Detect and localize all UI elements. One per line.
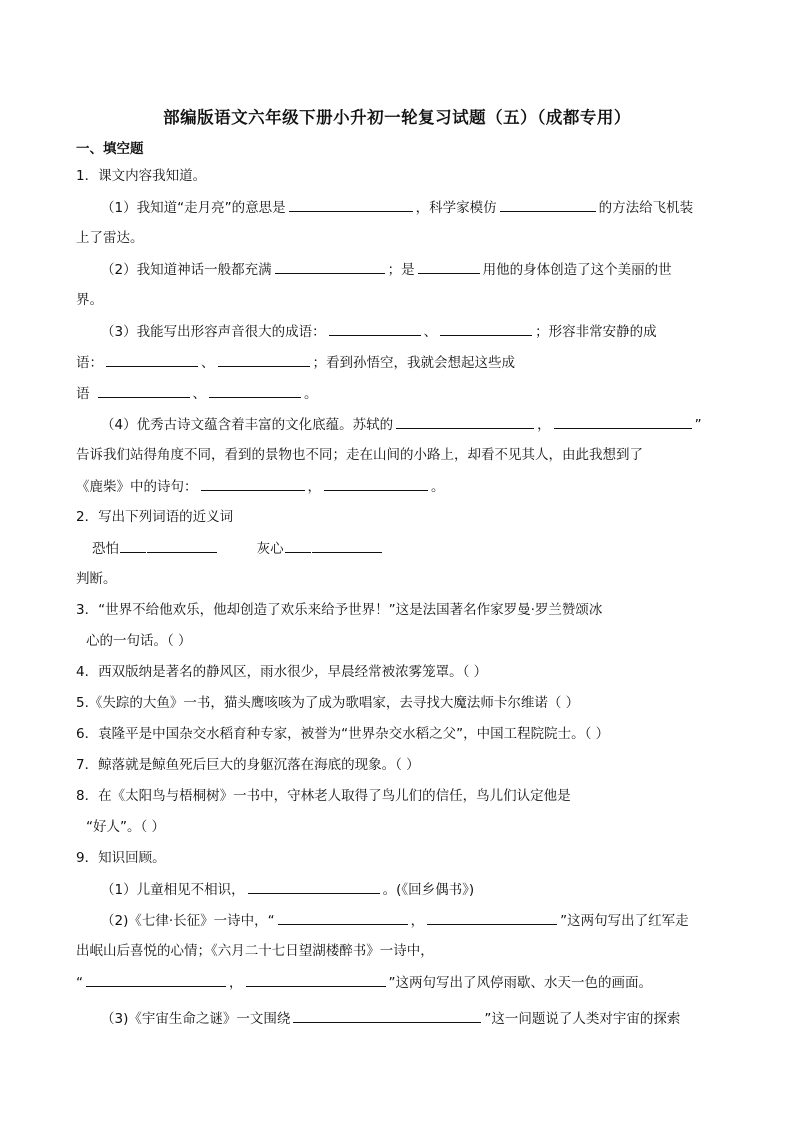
answer-blank[interactable] [275,259,385,274]
text: （3)《宇宙生命之谜》一文围绕 [101,1011,291,1027]
question-2-words [92,538,385,559]
word: 恐怕 [92,541,119,557]
answer-blank[interactable] [440,321,532,336]
text: 。(《回乡偶书》) [382,882,475,898]
answer-blank[interactable] [106,352,198,367]
text: 。 [304,386,318,402]
text: ；形容非常安静的成 [535,324,657,340]
dash [120,543,146,553]
text: ，科学家模仿 [415,200,497,216]
text: ；看到孙悟空，我就会想起这些成 [312,355,515,371]
question-1-stem: 1．课文内容我知道。 [76,168,207,184]
text: ， [410,913,425,929]
page-title: 部编版语文六年级下册小升初一轮复习试题（五）（成都专用） [163,108,631,127]
answer-blank[interactable] [554,414,692,429]
answer-blank[interactable] [312,538,382,553]
answer-blank[interactable] [248,879,380,894]
answer-blank[interactable] [147,538,217,553]
text: ， [229,975,243,991]
answer-blank[interactable] [396,414,534,429]
question-8: 8．在《太阳鸟与梧桐树》一书中，守林老人取得了鸟儿们的信任，鸟儿们认定他是 [76,788,571,804]
question-3-cont: 心的一句话。（ ） [86,633,192,649]
answer-blank[interactable] [293,1008,481,1023]
judge-heading: 判断。 [76,571,117,587]
text: ”这两句写出了红军走 [560,913,689,929]
answer-blank[interactable] [324,476,428,491]
answer-blank[interactable] [329,321,421,336]
text: 、 [192,386,206,402]
answer-blank[interactable] [418,259,480,274]
question-1-part-3-cont2 [76,383,318,404]
question-3: 3．“世界不给他欢乐，他却创造了欢乐来给予世界！”这是法国著名作家罗曼·罗兰赞颂冰 [76,602,603,618]
dash [285,543,311,553]
text: 、 [423,324,438,340]
question-1-part-2 [101,259,672,280]
question-4: 4．西双版纳是著名的静风区，雨水很少，早晨经常被浓雾笼罩。（ ） [76,664,488,680]
text: 用他的身体创造了这个美丽的世 [482,262,672,278]
word: 灰心 [256,541,284,557]
question-7: 7．鲸落就是鲸鱼死后巨大的身躯沉落在海底的现象。（ ） [76,757,420,773]
text: （1）儿童相见不相识， [101,882,245,898]
question-9-part-2 [101,910,689,931]
question-9-stem: 9．知识回顾。 [76,850,166,866]
text: ”这两句写出了风停雨歇、水天一色的画面。 [388,975,652,991]
question-1-part-4 [101,414,702,435]
question-9-part-1 [101,879,474,900]
question-6: 6．袁隆平是中国杂交水稻育种专家，被誉为“世界杂交水稻之父”，中国工程院院士。（ ） [76,726,610,742]
answer-blank[interactable] [427,910,557,925]
question-9-part-2-cont2 [76,972,652,993]
answer-blank[interactable] [278,910,408,925]
text: ， [307,479,321,495]
answer-blank[interactable] [209,383,301,398]
text: （2)《七律·长征》一诗中，“ [101,913,275,929]
text: 、 [201,355,215,371]
text: （4）优秀古诗文蕴含着丰富的文化底蕴。苏轼的 [101,417,394,433]
question-1-part-4-cont2 [76,476,445,497]
text: （2）我知道神话一般都充满 [101,262,272,278]
answer-blank[interactable] [218,352,310,367]
text: 语 [76,386,90,402]
question-9-part-3 [101,1008,680,1029]
question-5: 5.《失踪的大鱼》一书，猫头鹰咳咳为了成为歌唱家，去寻找大魔法师卡尔维诺（ ） [76,695,580,711]
text: ”这一问题说了人类对宇宙的探索 [484,1011,681,1027]
answer-blank[interactable] [201,476,305,491]
question-1-part-3-cont [76,352,515,373]
text: （3）我能写出形容声音很大的成语： [101,324,326,340]
text: 的方法给飞机装 [598,200,694,216]
text: （1）我知道“走月亮”的意思是 [101,200,286,216]
text: 语： [76,355,103,371]
text: ；是 [387,262,415,278]
question-1-part-1 [101,197,693,218]
text: 《鹿柴》中的诗句： [76,479,198,495]
text: ， [537,417,551,433]
question-9-part-2-cont: 出岷山后喜悦的心情；《六月二十七日望湖楼醉书》一诗中， [76,943,434,959]
question-1-part-3 [101,321,657,342]
question-2-stem: 2．写出下列词语的近义词 [76,509,234,525]
answer-blank[interactable] [98,383,190,398]
text: 。 [431,479,445,495]
text: “ [76,975,83,991]
question-1-part-1-cont: 上了雷达。 [76,230,144,246]
section-heading: 一、填空题 [76,141,144,157]
question-1-part-2-cont: 界。 [76,292,103,308]
question-1-part-4-cont: 告诉我们站得角度不同，看到的景物也不同；走在山间的小路上，却看不见其人，由此我想到了 [76,447,643,463]
answer-blank[interactable] [246,972,386,987]
question-8-cont: “好人”。（ ） [86,819,166,835]
answer-blank[interactable] [289,197,413,212]
answer-blank[interactable] [86,972,226,987]
answer-blank[interactable] [500,197,596,212]
text: ” [694,417,702,433]
